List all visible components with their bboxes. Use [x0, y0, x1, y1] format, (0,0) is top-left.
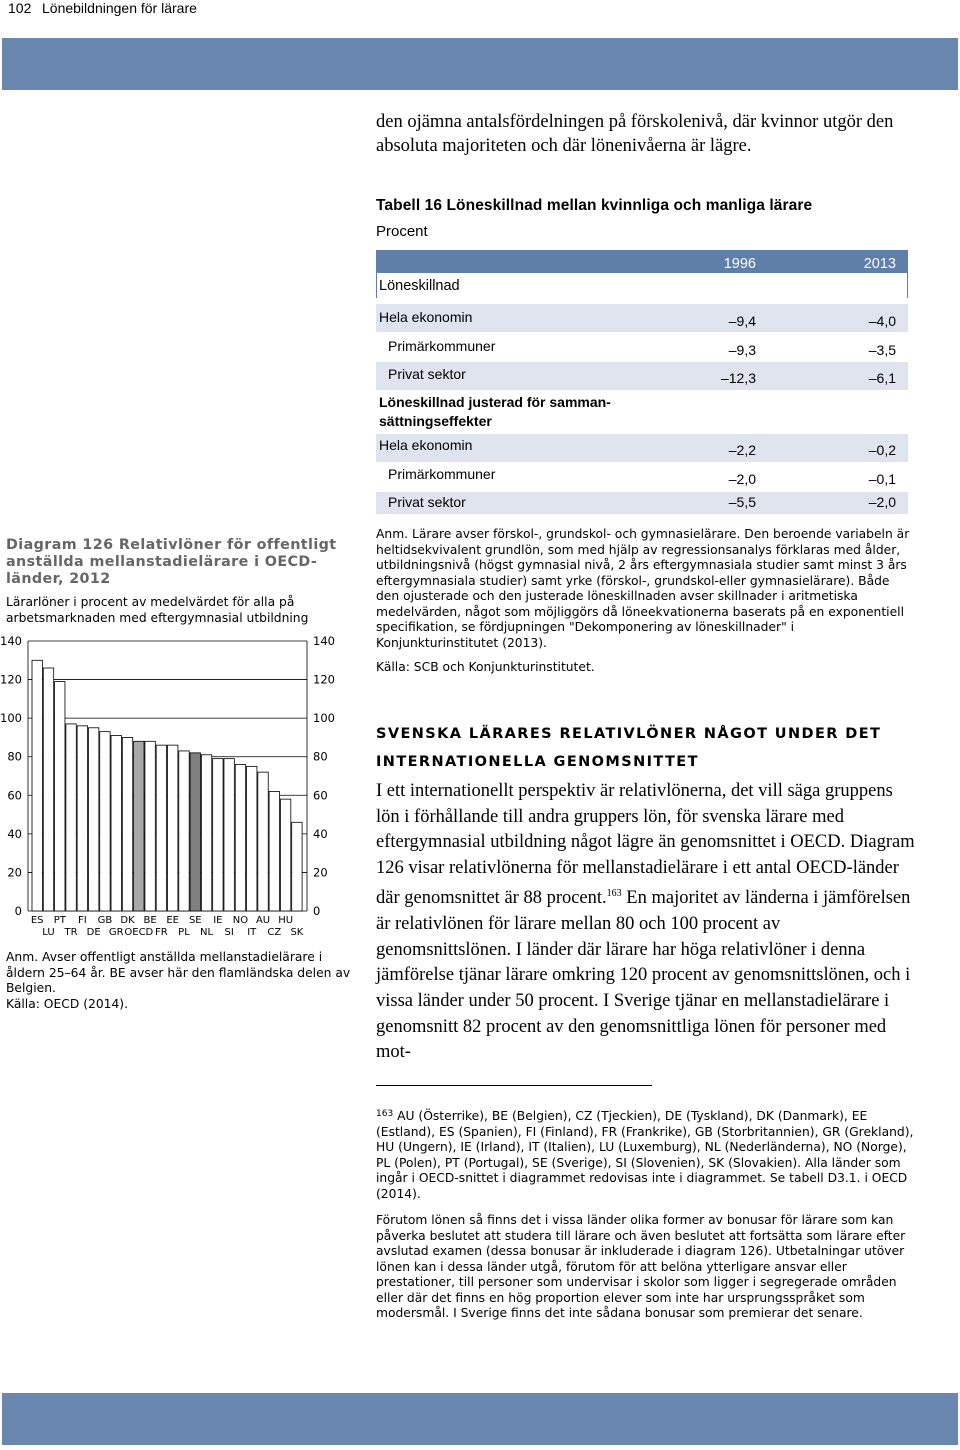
x-tick-label: FR: [155, 927, 168, 938]
x-tick-label: SE: [188, 915, 202, 926]
header-label: Löneskillnad: [379, 278, 460, 294]
bar-it: [247, 766, 257, 911]
section-heading: SVENSKA LÄRARES RELATIVLÖNER NÅGOT UNDER DET INTERNATIONELLA GENOMSNITTET: [376, 726, 882, 770]
bar-dk: [122, 737, 132, 911]
x-tick-label: SK: [290, 927, 304, 938]
bar-be: [145, 741, 155, 911]
table-subtitle: Procent: [376, 223, 428, 240]
footnote-extra: Förutom lönen så finns det i vissa länder olika former av bonusar för lärare som kan påverka beslutet att studera till lärare och även beslutet att fortsätta som lärare efter avslutad examen (dessa bonusar är inkluderade i diagram 126). Utbetalningar utöver lönen kan i dessa länder utgå, förutom för att belöna ytterligare ansvar eller prestationer, till personer som undervisar i skolor som ligger i segregerade områden eller där det finns en hög proportion elever som inte har ursprungsspråket som modersmål. I Sverige finns det inte sådana bonusar som premierar det senare.: [376, 1213, 906, 1320]
x-tick-label: GB: [97, 915, 113, 926]
page-number: 102: [8, 0, 32, 16]
footnote-rule: [376, 1085, 652, 1086]
y-tick-label-left: 60: [7, 788, 22, 803]
bar-oecd: [134, 741, 144, 911]
x-tick-label: DE: [86, 927, 101, 938]
x-tick-label: NO: [232, 915, 249, 926]
y-tick-label-left: 40: [7, 826, 22, 841]
table-source: Källa: SCB och Konjunkturinstitutet.: [376, 660, 595, 674]
bar-ie: [213, 759, 223, 911]
x-tick-label: SI: [224, 927, 234, 938]
table-row: Privat sektor –12,3 –6,1: [376, 362, 908, 390]
bar-es: [32, 660, 42, 911]
y-tick-label-left: 140: [0, 634, 22, 648]
bar-hu: [280, 799, 290, 911]
bar-no: [235, 764, 245, 911]
y-tick-label-left: 20: [7, 865, 22, 880]
table-row: Primärkommuner –2,0 –0,1: [388, 466, 896, 487]
bar-tr: [66, 724, 76, 911]
bar-nl: [201, 755, 211, 911]
y-tick-label-right: 100: [313, 711, 335, 726]
col-1996: 1996: [723, 256, 756, 272]
table-header-label-row: [377, 273, 907, 299]
y-tick-label-left: 80: [7, 749, 22, 764]
y-tick-label-right: 140: [313, 634, 335, 648]
x-tick-label: AU: [255, 915, 271, 926]
table-section-label: Löneskillnad justerad för samman-sättningseffekter: [379, 394, 611, 429]
y-tick-label-right: 40: [313, 826, 328, 841]
x-tick-label: HU: [278, 915, 294, 926]
x-tick-label: IT: [247, 927, 257, 938]
table-row: Hela ekonomin –9,4 –4,0: [376, 304, 908, 332]
y-tick-label-left: 100: [0, 711, 22, 726]
footer-band: [2, 1393, 958, 1445]
x-tick-label: IE: [213, 915, 223, 926]
x-tick-label: PT: [53, 915, 66, 926]
y-tick-label-right: 0: [313, 904, 321, 918]
y-tick-label-right: 80: [313, 749, 328, 764]
col-2013: 2013: [863, 256, 896, 272]
table-row: Primärkommuner –9,3 –3,5: [388, 338, 896, 358]
y-tick-label-left: 120: [0, 672, 22, 687]
bar-au: [258, 772, 268, 911]
x-tick-label: TR: [64, 927, 78, 938]
x-tick-label: EE: [166, 915, 180, 926]
intro-paragraph: den ojämna antalsfördelningen på förskolenivå, där kvinnor utgör den absoluta majoriteten och där lönenivåerna är lägre.: [376, 112, 894, 156]
bar-pt: [55, 682, 65, 912]
bar-ee: [168, 745, 178, 911]
bar-pl: [179, 751, 189, 911]
x-tick-label: NL: [200, 927, 214, 938]
x-tick-label: GR: [108, 927, 124, 938]
x-tick-label: LU: [42, 927, 55, 938]
running-title: Lönebildningen för lärare: [42, 0, 197, 16]
x-tick-label: CZ: [267, 927, 282, 938]
x-tick-label: PL: [178, 927, 190, 938]
header-band: [2, 38, 958, 90]
x-tick-label: ES: [30, 915, 44, 926]
bar-fi: [77, 726, 87, 911]
bar-cz: [269, 791, 279, 911]
table-title: Tabell 16 Löneskillnad mellan kvinnliga och manliga lärare: [376, 197, 813, 214]
body-paragraph: I ett internationellt perspektiv är relativlönerna, det vill säga gruppens lön i förhållande till andra gruppers lön, för svenska lärare med eftergymnasial utbildning något lägre än genomsnittet i OECD. Diagram 126 visar relativlönerna för mellanstadielärare i ett antal OECD-länder där genomsnittet är 88 procent.$^{163}$ En majoritet av länderna i jämförelsen är relativlönen för lärare mellan 80 och 100 procent av genomsnittslönen. I länder där lärare har höga relativlöner i denna jämförelse tjänar lärare omkring 120 procent av genomsnittslönen, och i vissa länder under 50 procent. I Sverige tjänar en mellanstadielärare i genomsnitt 82 procent av den genomsnittliga lönen för personer med mot-: [376, 781, 915, 1063]
table-row: Hela ekonomin –2,2 –0,2: [376, 434, 908, 462]
footnote-ref[interactable]: 163: [606, 888, 622, 900]
diagram-note: Anm. Avser offentligt anställda mellanstadielärare i åldern 25–64 år. BE avser här den flamländska delen av Belgien. Källa: OECD (2014).: [6, 950, 351, 1011]
bar-gr: [111, 736, 121, 912]
diagram-title: Diagram 126 Relativlöner för offentligt anställda mellanstadielärare i OECD-länder, 2012: [6, 537, 337, 587]
x-tick-label: DK: [120, 915, 135, 926]
bar-fr: [156, 745, 166, 911]
footnote-163: $^{163}$ AU (Österrike), BE (Belgien), CZ (Tjeckien), DE (Tyskland), DK (Danmark), EE (Estland), ES (Spanien), FI (Finland), FR (Frankrike), GB (Storbritannien), GR (Grekland), HU (Ungern), IE (Irland), IT (Italien), LU (Luxemburg), NL (Nederländerna), NO (Norge), PL (Polen), PT (Portugal), SE (Sverige), SI (Slovenien), SK (Slovakien). Alla länder som ingår i OECD-snittet i diagrammet redovisas inte i diagrammet. Se tabell D3.1. i OECD (2014).: [376, 1109, 914, 1201]
bar-lu: [43, 668, 53, 911]
diagram-subtitle: Lärarlöner i procent av medelvärdet för alla på arbetsmarknaden med eftergymnasial utbildning: [6, 595, 309, 625]
bar-se: [190, 753, 200, 911]
bar-sk: [292, 822, 302, 911]
x-tick-label: BE: [143, 915, 157, 926]
x-tick-label: OECD: [124, 927, 154, 938]
bar-chart: [0, 630, 360, 950]
bar-de: [88, 728, 98, 911]
table-note: Anm. Lärare avser förskol-, grundskol- och gymnasielärare. Den beroende variabeln är heltidsekvivalent grundlön, som med hjälp av regressionsanalys förklaras med ålder, utbildningsnivå (högst gymnasial nivå, 2 års eftergymnasiala studier samt minst 3 års eftergymnasiala studier) samt yrke (förskol-, grundskol-eller gymnasielärare). Både den ojusterade och den justerade löneskillnaden avser skillnader i aritmetiska medelvärden, något som möjliggörs då löneekvationerna baserats på en exponentiell specifikation, se fördjupningen "Dekomponering av löneskillnader" i Konjunkturinstitutet (2013).: [376, 527, 910, 650]
x-tick-label: FI: [78, 915, 87, 926]
y-tick-label-right: 60: [313, 788, 328, 803]
bar-gb: [100, 732, 110, 911]
y-tick-label-left: 0: [14, 904, 22, 918]
y-tick-label-right: 20: [313, 865, 328, 880]
bar-si: [224, 759, 234, 911]
y-tick-label-right: 120: [313, 672, 335, 687]
table-row: Privat sektor –5,5 –2,0: [376, 492, 908, 514]
